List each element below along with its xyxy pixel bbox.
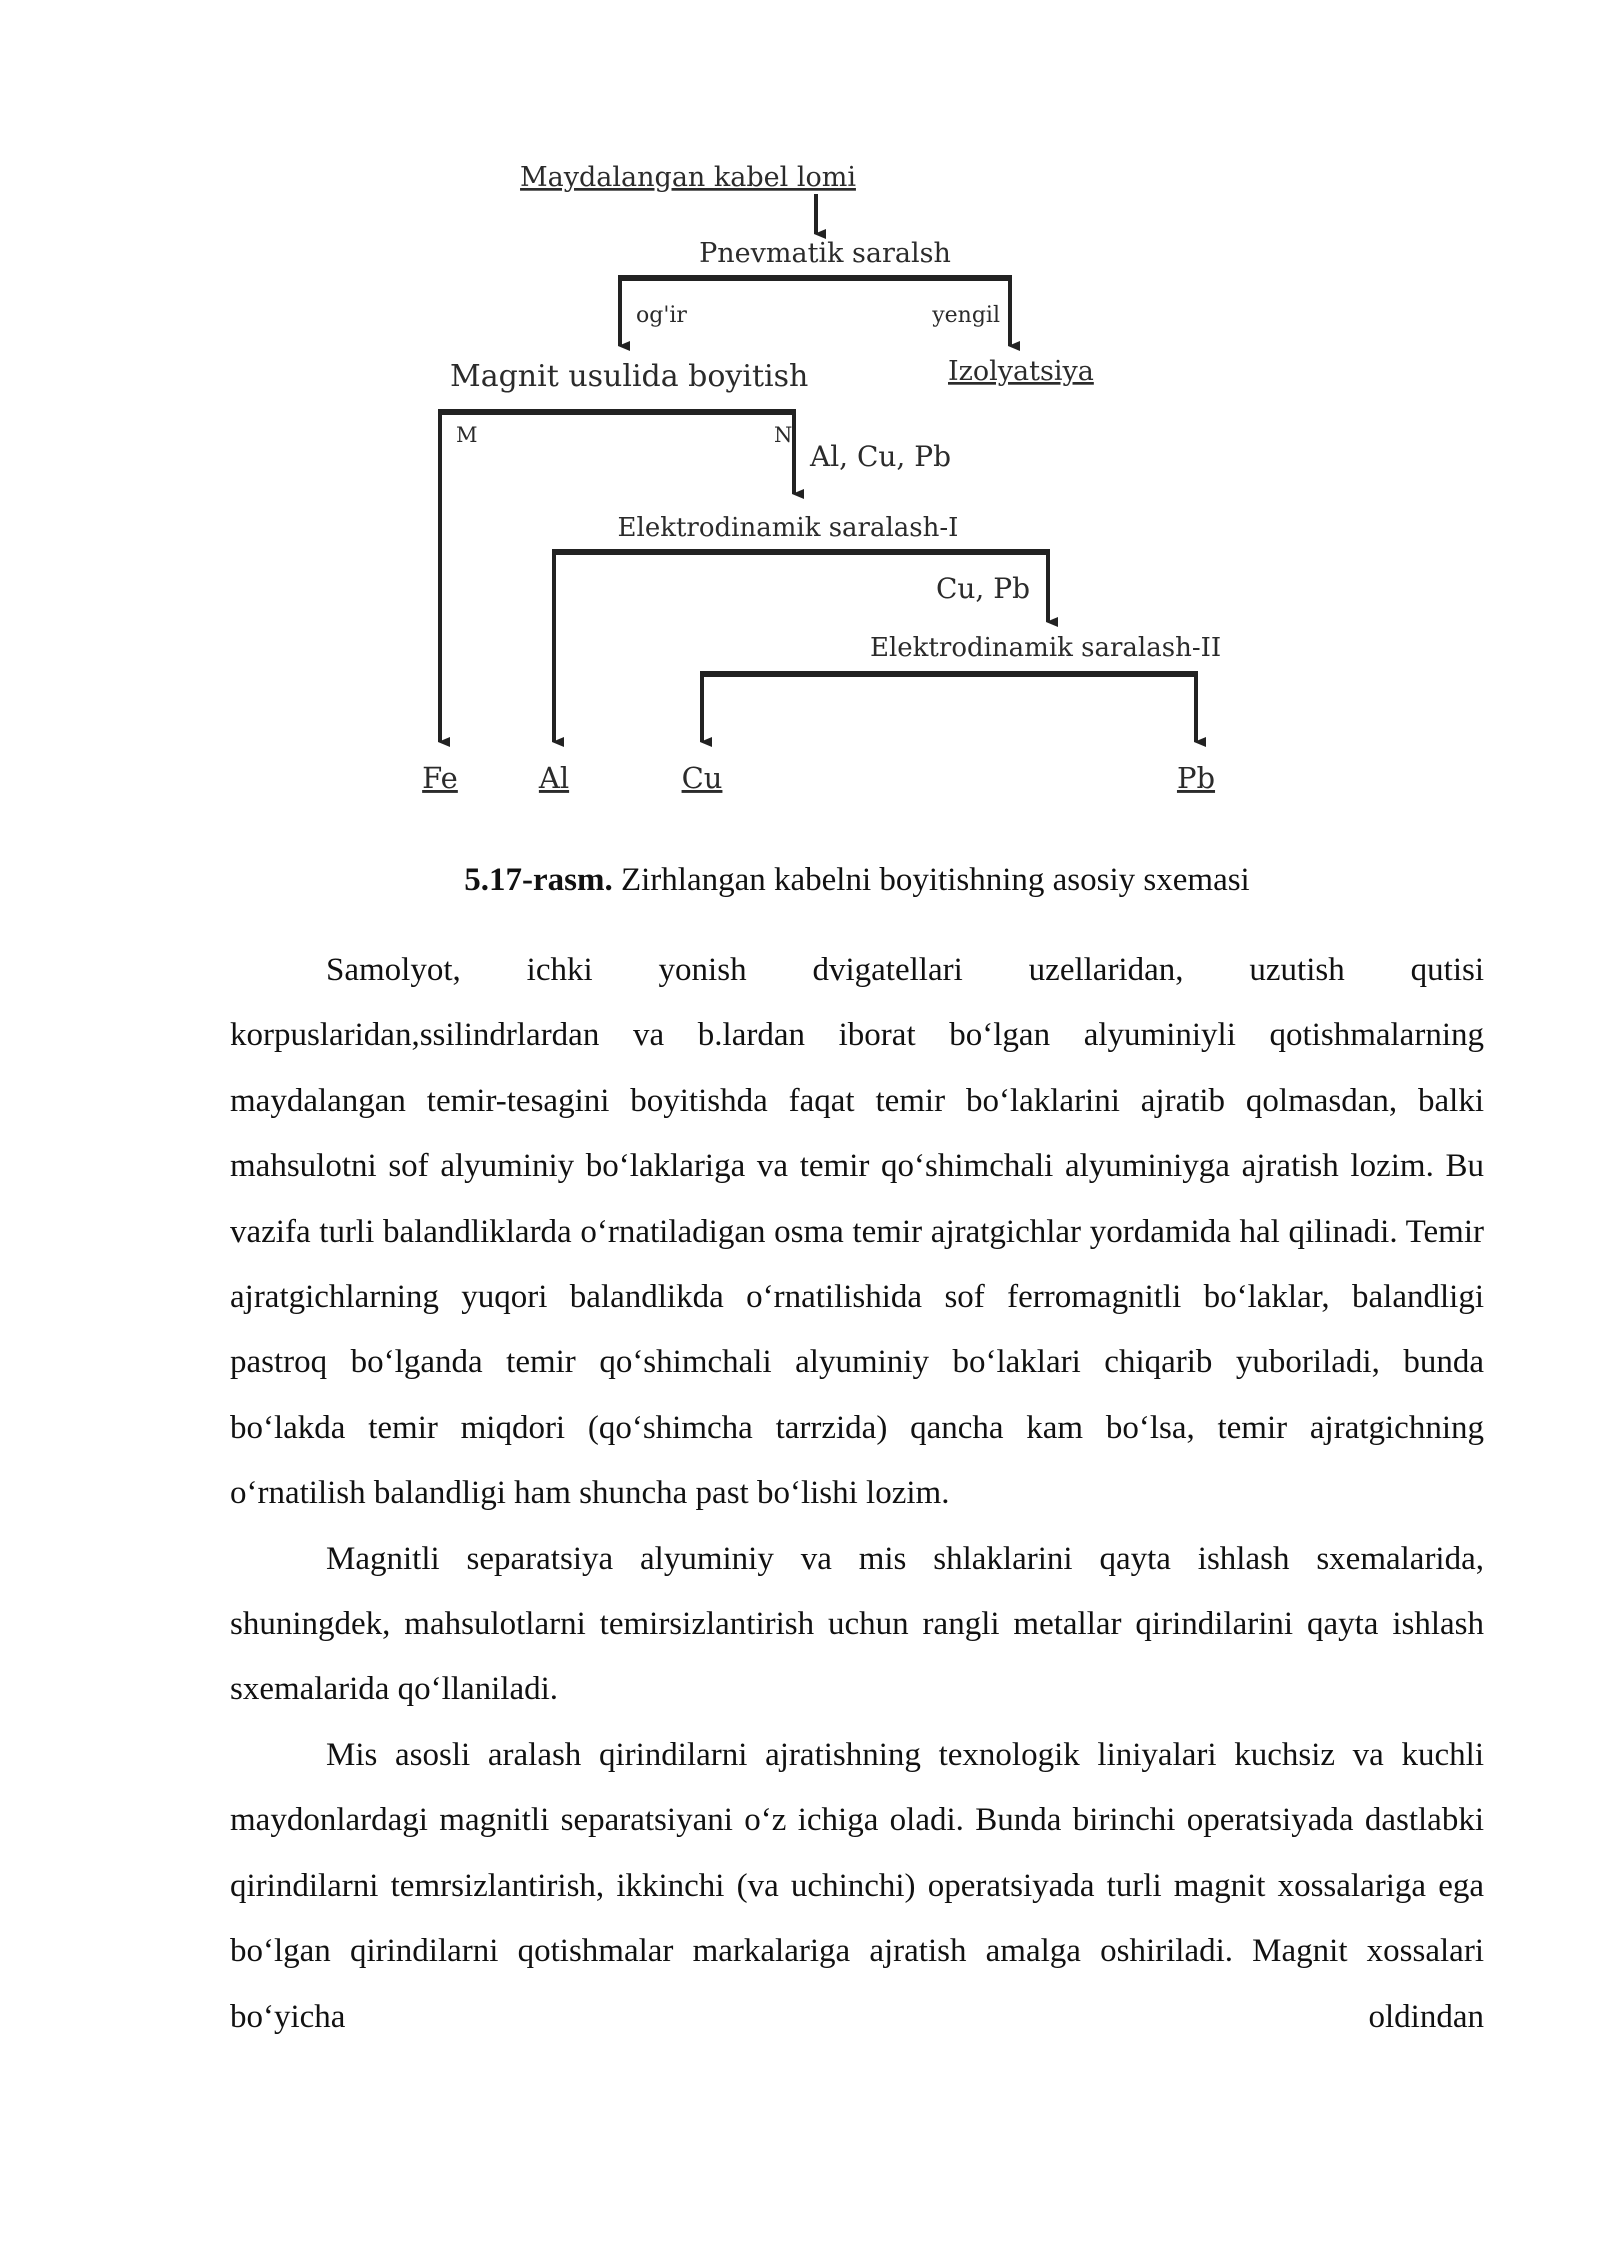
figure-caption-text: Zirhlangan kabelni boyitishning asosiy sxemasi bbox=[612, 862, 1250, 898]
node-electro2: Elektrodinamik saralash-II bbox=[870, 633, 1222, 663]
node-pneumatic: Pnevmatik saralsh bbox=[699, 238, 951, 269]
node-root: Maydalangan kabel lomi bbox=[520, 162, 856, 193]
label-n-products: Al, Cu, Pb bbox=[810, 440, 951, 473]
output-pb: Pb bbox=[1176, 761, 1216, 795]
label-light: yengil bbox=[932, 303, 1000, 328]
figure-caption bbox=[228, 858, 1486, 902]
output-al: Al bbox=[538, 761, 570, 795]
node-insulation: Izolyatsiya bbox=[948, 356, 1094, 387]
output-cu: Cu bbox=[681, 761, 723, 795]
node-magnetic: Magnit usulida boyitish bbox=[450, 359, 809, 394]
flow-diagram bbox=[400, 150, 1240, 810]
paragraph-1: Samolyot, ichki yonish dvigatellari uzellaridan, uzutish qutisi korpuslaridan,ssilindrlardan va b.lardan iborat bo‘lgan alyuminiyli qotishmalarning maydalangan temir-tesagini boyitishda faqat temir bo‘laklarini ajratib qolmasdan, balki mahsulotni sof alyuminiy bo‘laklariga va temir qo‘shimchali alyuminiyga ajratish lozim. Bu vazifa turli balandliklarda o‘rnatiladigan osma temir ajratgichlar yordamida hal qilinadi. Temir ajratgichlarning yuqori balandlikda o‘rnatilishida sof ferromagnitli bo‘laklar, balandligi pastroq bo‘lganda temir qo‘shimchali alyuminiy bo‘laklari chiqarib yuboriladi, bunda bo‘lakda temir miqdori (qo‘shimcha tarrzida) qancha kam bo‘lsa, temir ajratgichning o‘rnatilish balandligi ham shuncha past bo‘lishi lozim. bbox=[230, 952, 1484, 1512]
paragraph-3: Mis asosli aralash qirindilarni ajratishning texnologik liniyalari kuchsiz va kuchli maydonlardagi magnitli separatsiyani o‘z ichiga oladi. Bunda birinchi operatsiyada dastlabki qirindilarni temrsizlantirish, ikkinchi (va uchinchi) operatsiyada turli magnit xossalariga ega bo‘lgan qirindilarni qotishmalar markalariga ajratish amalga oshiriladi. Magnit xossalari bo‘yicha oldindan bbox=[230, 1736, 1484, 2035]
figure-number: 5.17-rasm. bbox=[464, 862, 613, 898]
label-heavy: og'ir bbox=[636, 303, 687, 328]
label-n: N bbox=[774, 423, 793, 447]
label-electro1-products: Cu, Pb bbox=[935, 572, 1030, 605]
body-text bbox=[230, 938, 1484, 2050]
label-m: M bbox=[456, 423, 478, 447]
output-fe: Fe bbox=[422, 761, 458, 795]
node-electro1: Elektrodinamik saralash-I bbox=[617, 513, 959, 543]
paragraph-2: Magnitli separatsiya alyuminiy va mis shlaklarini qayta ishlash sxemalarida, shuningdek, mahsulotlarni temirsizlantirish uchun rangli metallar qirindilarini qayta ishlash sxemalarida qo‘llaniladi. bbox=[230, 1540, 1484, 1708]
